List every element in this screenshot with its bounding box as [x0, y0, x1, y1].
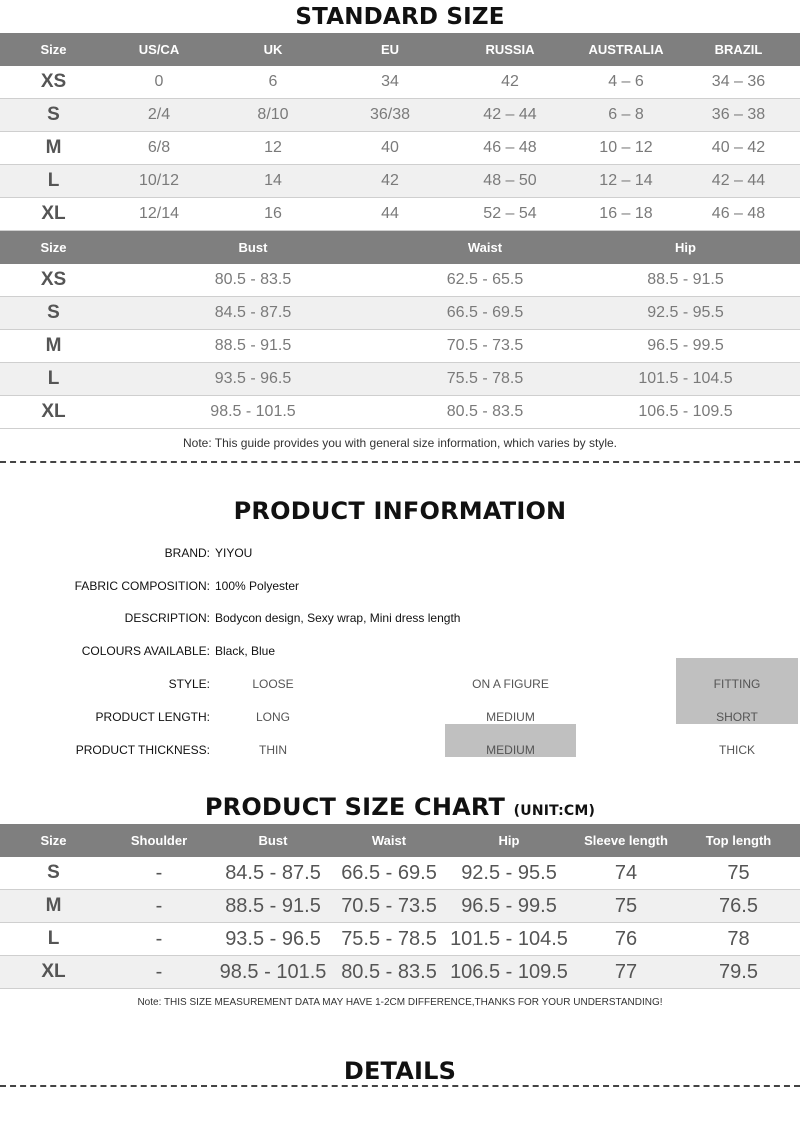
table-cell: -: [155, 927, 163, 950]
table-row: [0, 890, 800, 923]
header-cell: Top length: [705, 833, 772, 848]
colours-label: COLOURS AVAILABLE:: [81, 644, 210, 658]
table-row: [0, 297, 800, 330]
style-option-selected: FITTING: [676, 658, 798, 701]
body-measurement-table: [0, 231, 800, 429]
size-label: L: [47, 928, 60, 949]
table-cell: 46 – 48: [711, 205, 766, 222]
table-cell: 36 – 38: [711, 106, 766, 123]
table-cell: 88.5 - 91.5: [647, 271, 724, 288]
table-cell: 42 – 44: [483, 106, 537, 123]
table-row: [0, 396, 800, 429]
chart-unit: (UNIT:CM): [513, 803, 596, 819]
measurement-note: Note: THIS SIZE MEASUREMENT DATA MAY HAVE 1-2CM DIFFERENCE,THANKS FOR YOUR UNDERSTANDING!: [137, 997, 663, 1008]
size-label: XL: [41, 203, 66, 224]
header-cell: Shoulder: [130, 833, 188, 848]
table-cell: -: [155, 861, 163, 884]
table-cell: 84.5 - 87.5: [214, 304, 292, 321]
table-cell: 0: [154, 73, 164, 90]
table-cell: 75: [614, 894, 638, 917]
table-row: [0, 132, 800, 165]
header-cell: RUSSIA: [485, 42, 535, 57]
table-cell: 8/10: [257, 106, 289, 123]
header-cell: Waist: [371, 833, 407, 848]
size-label: XS: [40, 71, 67, 92]
colours-value: Black, Blue: [215, 644, 276, 658]
table-cell: 96.5 - 99.5: [647, 337, 724, 354]
header-cell: Bust: [238, 240, 268, 255]
table-header-row: [0, 231, 800, 264]
table-row: [0, 857, 800, 890]
table-cell: 16 – 18: [599, 205, 653, 222]
table-cell: 98.5 - 101.5: [219, 960, 327, 983]
style-row: [0, 668, 800, 701]
table-row: [0, 363, 800, 396]
table-cell: 36/38: [369, 106, 411, 123]
table-cell: 88.5 - 91.5: [225, 894, 321, 917]
table-row: [0, 923, 800, 956]
header-cell: Size: [40, 42, 67, 57]
table-cell: 79.5: [719, 960, 758, 983]
table-cell: 40 – 42: [711, 139, 766, 156]
table-cell: 6 – 8: [608, 106, 644, 123]
header-cell: Hip: [498, 833, 520, 848]
table-row: [0, 165, 800, 198]
length-option-selected: SHORT: [676, 701, 798, 724]
header-cell: Size: [40, 833, 67, 848]
table-cell: 10/12: [138, 172, 180, 189]
header-cell: UK: [263, 42, 283, 57]
header-cell: Waist: [467, 240, 503, 255]
table-cell: 66.5 - 69.5: [446, 304, 524, 321]
table-cell: 92.5 - 95.5: [647, 304, 724, 321]
table-row: [0, 264, 800, 297]
table-cell: 74: [614, 861, 638, 884]
size-label: L: [47, 368, 60, 389]
fabric-row: [0, 570, 800, 603]
header-cell: Size: [40, 240, 67, 255]
table-cell: 14: [264, 172, 282, 189]
table-cell: 10 – 12: [599, 139, 653, 156]
header-cell: Bust: [258, 833, 288, 848]
table-row: [0, 66, 800, 99]
table-cell: 84.5 - 87.5: [225, 861, 321, 884]
brand-row: [0, 537, 800, 570]
table-cell: 62.5 - 65.5: [446, 271, 524, 288]
section-divider: [0, 1085, 800, 1087]
header-cell: Hip: [675, 240, 696, 255]
header-cell: BRAZIL: [714, 42, 763, 57]
table-cell: 16: [264, 205, 282, 222]
table-row: [0, 99, 800, 132]
size-label: S: [47, 104, 60, 125]
size-label: M: [45, 895, 62, 916]
thickness-option: THIN: [259, 743, 287, 757]
fabric-label: FABRIC COMPOSITION:: [74, 579, 210, 593]
table-cell: 12 – 14: [599, 172, 653, 189]
header-cell: EU: [380, 42, 400, 57]
table-cell: 75.5 - 78.5: [446, 370, 524, 387]
table-cell: 80.5 - 83.5: [214, 271, 292, 288]
table-cell: 42: [501, 73, 519, 90]
table-cell: 78: [727, 927, 750, 950]
size-guide-note: Note: This guide provides you with general size information, which varies by style.: [183, 436, 617, 450]
table-cell: 106.5 - 109.5: [638, 403, 733, 420]
style-option: ON A FIGURE: [472, 677, 549, 691]
header-cell: AUSTRALIA: [588, 42, 664, 57]
length-row: [0, 701, 800, 734]
table-cell: 101.5 - 104.5: [638, 370, 733, 387]
table-cell: 88.5 - 91.5: [214, 337, 292, 354]
table-cell: 42 – 44: [711, 172, 766, 189]
length-label: PRODUCT LENGTH:: [95, 710, 210, 724]
standard-size-title: STANDARD SIZE: [295, 4, 505, 30]
table-cell: 76.5: [719, 894, 758, 917]
table-cell: 93.5 - 96.5: [214, 370, 292, 387]
table-cell: 52 – 54: [483, 205, 537, 222]
style-option: LOOSE: [252, 677, 294, 691]
description-row: [0, 602, 800, 635]
table-cell: 46 – 48: [483, 139, 537, 156]
table-cell: 42: [381, 172, 399, 189]
description-label: DESCRIPTION:: [124, 611, 210, 625]
table-cell: 101.5 - 104.5: [450, 927, 568, 950]
brand-value: YIYOU: [215, 546, 253, 560]
table-cell: 4 – 6: [608, 73, 644, 90]
table-cell: 6/8: [147, 139, 171, 156]
table-cell: 2/4: [147, 106, 171, 123]
table-cell: 77: [614, 960, 638, 983]
fabric-value: 100% Polyester: [215, 579, 300, 593]
table-cell: 34 – 36: [711, 73, 766, 90]
details-title: DETAILS: [343, 1057, 457, 1085]
product-size-chart-title: [0, 790, 800, 824]
size-label: S: [47, 862, 60, 883]
size-label: XL: [41, 961, 66, 982]
table-cell: 34: [381, 73, 399, 90]
table-cell: 40: [381, 139, 399, 156]
table-header-row: [0, 824, 800, 857]
table-cell: 75.5 - 78.5: [341, 927, 437, 950]
table-cell: 106.5 - 109.5: [450, 960, 568, 983]
table-cell: 70.5 - 73.5: [446, 337, 524, 354]
length-option: MEDIUM: [486, 710, 535, 724]
size-label: S: [47, 302, 60, 323]
table-cell: 92.5 - 95.5: [461, 861, 557, 884]
table-cell: 70.5 - 73.5: [341, 894, 437, 917]
table-cell: 80.5 - 83.5: [446, 403, 524, 420]
table-cell: 98.5 - 101.5: [210, 403, 296, 420]
table-cell: 76: [614, 927, 638, 950]
product-size-table: [0, 824, 800, 989]
table-cell: -: [155, 894, 163, 917]
table-cell: 80.5 - 83.5: [341, 960, 437, 983]
thickness-row: [0, 734, 800, 767]
section-divider: [0, 461, 800, 463]
standard-size-table: [0, 33, 800, 231]
size-label: L: [47, 170, 60, 191]
table-cell: -: [155, 960, 163, 983]
size-label: XS: [40, 269, 67, 290]
description-value: Bodycon design, Sexy wrap, Mini dress length: [215, 611, 461, 625]
thickness-option: THICK: [719, 743, 755, 757]
chart-title-text: PRODUCT SIZE CHART: [204, 793, 506, 821]
table-row: [0, 198, 800, 231]
thickness-option-selected: MEDIUM: [445, 724, 576, 757]
table-cell: 6: [268, 73, 278, 90]
table-row: [0, 956, 800, 989]
table-cell: 93.5 - 96.5: [225, 927, 321, 950]
table-cell: 44: [381, 205, 399, 222]
product-information-title: PRODUCT INFORMATION: [233, 497, 567, 525]
table-row: [0, 330, 800, 363]
table-cell: 12: [264, 139, 282, 156]
table-cell: 75: [727, 861, 750, 884]
table-cell: 96.5 - 99.5: [461, 894, 557, 917]
table-cell: 66.5 - 69.5: [341, 861, 437, 884]
length-option: LONG: [255, 710, 290, 724]
table-header-row: [0, 33, 800, 66]
header-cell: US/CA: [138, 42, 180, 57]
style-label: STYLE:: [168, 677, 210, 691]
brand-label: BRAND:: [164, 546, 210, 560]
thickness-label: PRODUCT THICKNESS:: [75, 743, 210, 757]
table-cell: 12/14: [138, 205, 180, 222]
size-label: XL: [41, 401, 66, 422]
size-label: M: [45, 335, 62, 356]
size-label: M: [45, 137, 62, 158]
header-cell: Sleeve length: [584, 833, 668, 848]
table-cell: 48 – 50: [483, 172, 537, 189]
